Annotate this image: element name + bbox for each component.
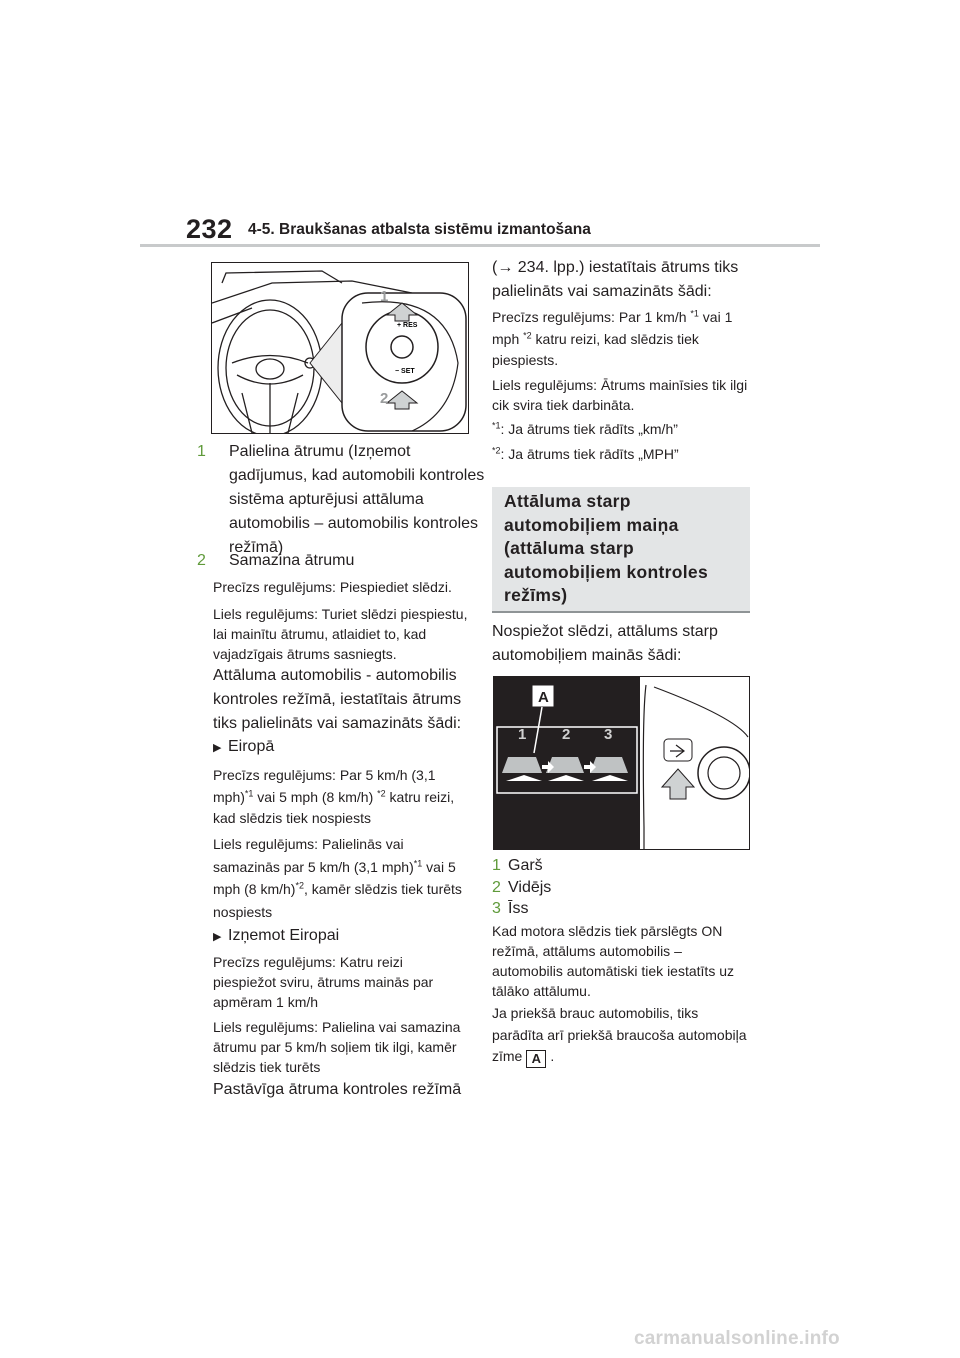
paragraph-europe-coarse: Liels regulējums: Palielinās vai samazinās par 5 km/h (3,1 mph)$^{*1}$ vai 5 mph (8 km/h)$^{*2}$, kamēr slēdzis tiek turēts nospiests [213,836,462,920]
paragraph-vehicle-ahead: Ja priekšā brauc automobilis, tiks parādīta arī priekšā braucoša automobiļa zīme A . [492,1005,747,1066]
paragraph-right-coarse: Liels regulējums: Ātrums mainīsies tik ilgi cik svira tiek darbināta. [492,377,748,413]
list-item: 3 Īss [492,900,529,917]
paragraph-europe-fine: Precīzs regulējums: Par 5 km/h (3,1 mph)$^{*1}$ vai 5 mph (8 km/h) $^{*2}$ katru reizi, kad slēdzis tiek nospiests [213,767,455,826]
paragraph-coarse-adjust: Liels regulējums: Turiet slēdzi piespiestu, lai mainītu ātrumu, atlaidiet to, kad vajadzīgais ātrums sasniegts. [213,606,468,662]
paragraph-continued: (→ 234. lpp.) iestatītais ātrums tiks palielināts vai samazināts šādi: [492,259,739,300]
paragraph-intro: Nospiežot slēdzi, attālums starp automobiļiem mainās šādi: [492,623,718,664]
distance-display-illustration [494,677,749,849]
subheading-text: Izņemot Eiropai [228,927,340,944]
paragraph-right-fine: Precīzs regulējums: Par 1 km/h $^{*1}$ vai 1 mph $^{*2}$ katru reizi, kad slēdzis tiek piespiests. [492,308,733,368]
list-item-2 [197,549,485,573]
figure-distance-display [493,676,750,850]
watermark: carmanualsonline.info [634,1328,840,1349]
footnote-2: $^{*2}$: Ja ātrums tiek rādīts „MPH” [492,445,679,462]
list-item: 1 Garš [492,857,543,874]
subheading-text: Eiropā [228,738,275,755]
list-item-text: Samazina ātrumu [229,552,355,569]
label-a: A [538,689,549,706]
callout-2: 2 [380,390,389,407]
callout-1: 1 [380,288,389,305]
list-item-text: Palielina ātrumu (Izņemot gadījumus, kad automobili kontroles sistēma apturējusi attāluma automobilis – automobilis kontroles režīmā) [229,443,485,556]
distance-num-1: 1 [518,726,527,743]
subheading-non-europe [213,924,469,949]
list-item: 2 Vidējs [492,879,552,896]
paragraph-distance-mode: Attāluma automobilis - automobilis kontroles režīmā, iestatītais ātrums tiks palielināts vai samazināts šādi: [213,667,462,732]
distance-num-2: 2 [562,726,571,743]
list-number: 2 [197,552,206,569]
section-title: 4-5. Braukšanas atbalsta sistēmu izmantošana [248,221,591,238]
res-label: + RES [397,322,418,329]
section-heading: Attāluma starp automobiļiem maiņa (attāluma starp automobiļiem kontroles režīms) [504,491,708,605]
footnote-1: $^{*1}$: Ja ātrums tiek rādīts „km/h” [492,420,678,437]
steering-wheel-illustration [212,263,468,433]
triangle-bullet-icon: ▶ [213,931,222,943]
vehicle-ahead-icon: A [526,1050,546,1068]
header-rule [140,244,820,247]
distance-num-3: 3 [604,726,613,743]
list-item-1 [197,440,485,560]
list-number: 1 [197,443,206,460]
distance-list [492,854,750,921]
paragraph-motor-switch: Kad motora slēdzis tiek pārslēgts ON režīmā, attālums automobilis – automobilis automātiski tiek iestatīts uz tālāko attālumu. [492,923,734,999]
paragraph-non-europe-fine: Precīzs regulējums: Katru reizi piespiežot sviru, ātrums mainās par apmēram 1 km/h [213,954,434,1010]
set-label: − SET [395,368,415,375]
paragraph-non-europe-coarse: Liels regulējums: Palielina vai samazina ātrumu par 5 km/h soļiem tik ilgi, kamēr slēdzis tiek turēts [213,1019,461,1075]
subheading-europe [213,735,469,760]
paragraph-constant-speed: Pastāvīga ātruma kontroles režīmā [213,1081,462,1098]
paragraph-fine-adjust: Precīzs regulējums: Piespiediet slēdzi. [213,579,452,595]
triangle-bullet-icon: ▶ [213,742,222,754]
figure-steering-switch [211,262,469,434]
page-number: 232 [186,214,233,244]
